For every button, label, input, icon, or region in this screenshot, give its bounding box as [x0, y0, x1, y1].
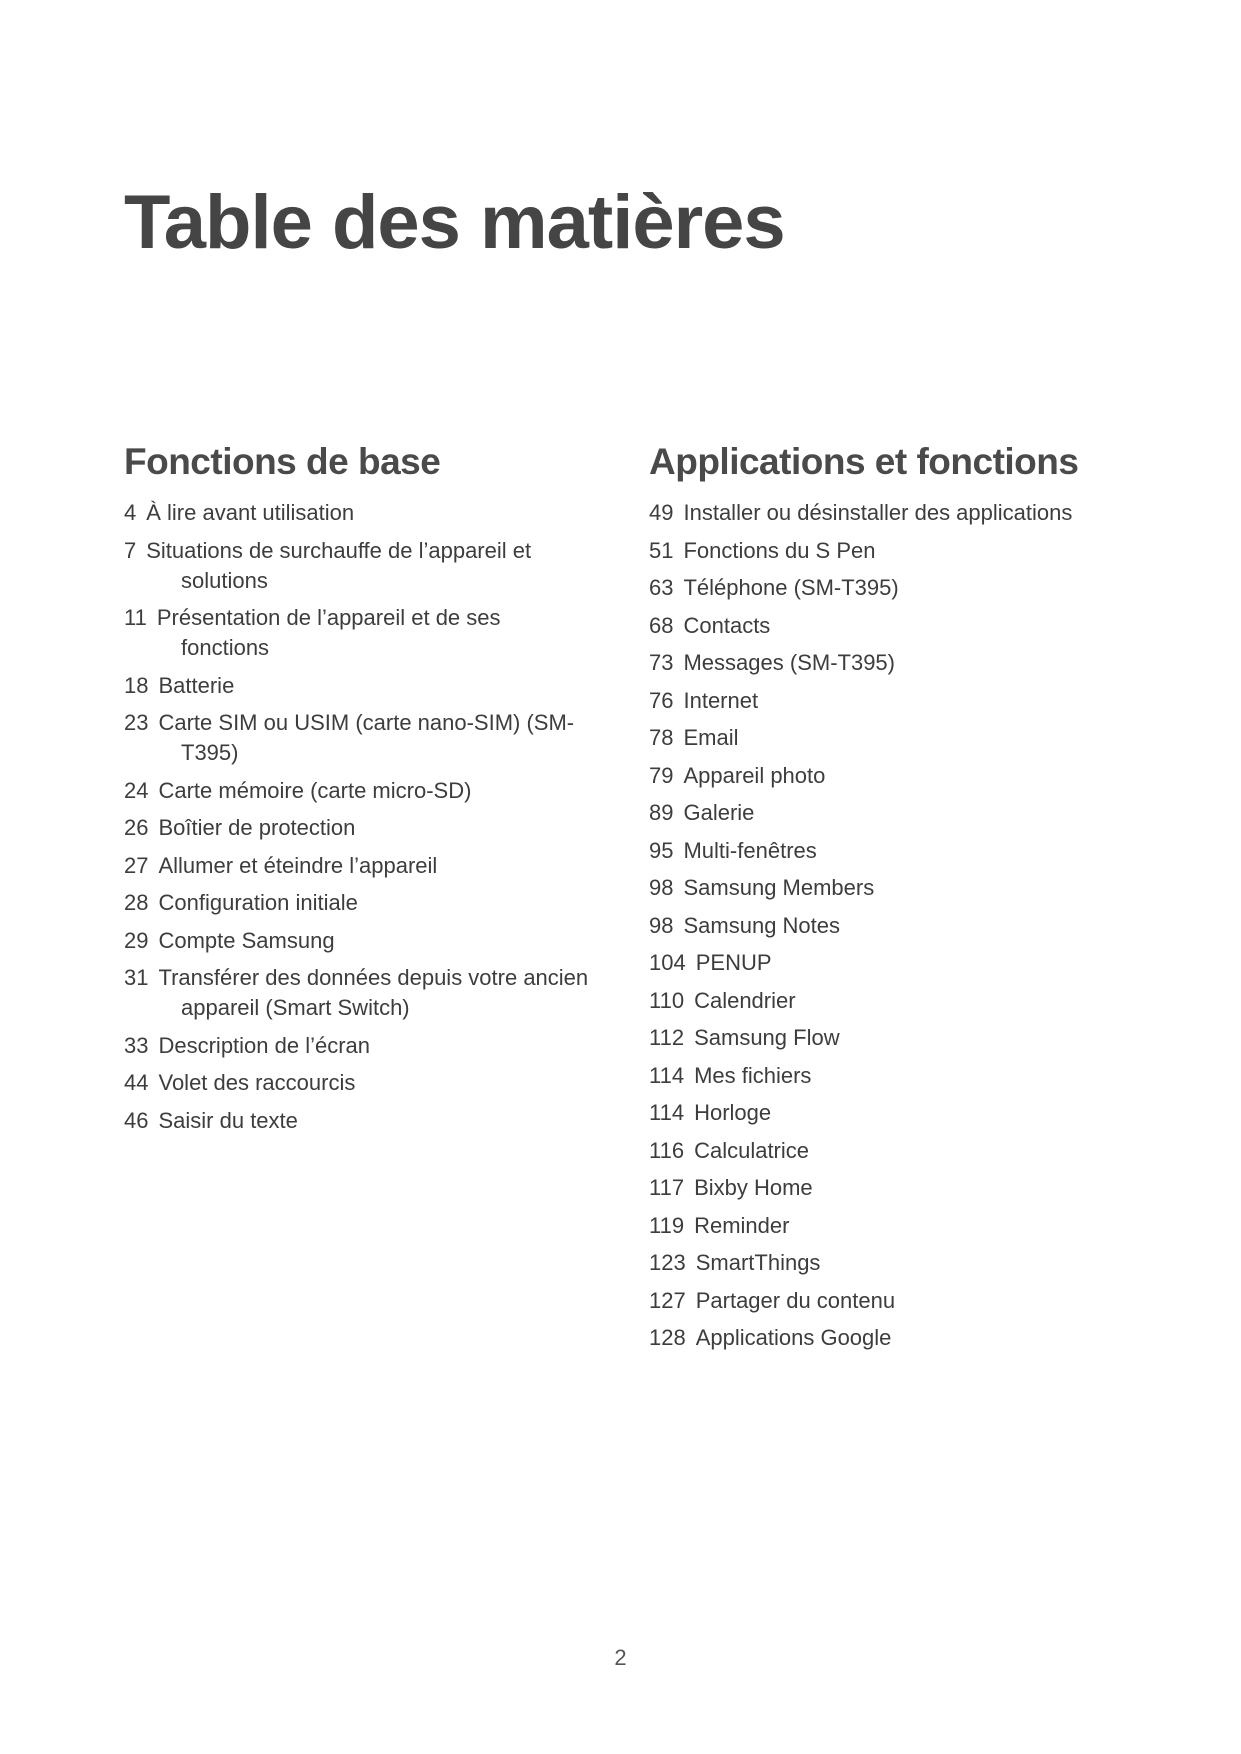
toc-entry-label: Situations de surchauffe de l’appareil et solutions [146, 537, 532, 593]
page-title: Table des matières [124, 180, 785, 265]
page-number: 2 [614, 1645, 627, 1670]
toc-entry-label: Description de l’écran [158, 1032, 371, 1058]
toc-entry-label: Reminder [694, 1212, 790, 1238]
toc-entry[interactable] [649, 536, 1169, 566]
toc-entry-page: 28 [124, 890, 149, 915]
toc-entry-label: Carte mémoire (carte micro-SD) [158, 777, 472, 803]
toc-entry[interactable] [649, 1286, 1169, 1316]
toc-entry[interactable] [649, 1136, 1169, 1166]
toc-entry-label: SmartThings [695, 1250, 821, 1275]
toc-entry-page: 114 [649, 1062, 685, 1088]
toc-entry[interactable] [124, 603, 594, 663]
toc-entry-page: 104 [649, 950, 686, 975]
toc-entry-page: 24 [124, 777, 149, 803]
toc-entry-page: 119 [649, 1212, 685, 1238]
toc-entry[interactable] [124, 851, 594, 881]
toc-column-applications [649, 440, 1169, 1361]
toc-entry-page: 18 [124, 672, 149, 698]
toc-entry-page: 117 [649, 1175, 685, 1200]
toc-entry-label: Applications Google [695, 1325, 892, 1350]
toc-entry-page: 128 [649, 1325, 686, 1350]
toc-entry-page: 127 [649, 1287, 686, 1313]
toc-entry[interactable] [649, 611, 1169, 641]
toc-entry-label: Installer ou désinstaller des applications [683, 500, 1073, 525]
toc-entry-page: 79 [649, 762, 674, 788]
toc-entry-page: 116 [649, 1137, 685, 1163]
toc-entry[interactable] [124, 963, 594, 1023]
toc-entry-page: 27 [124, 852, 149, 878]
toc-entry-page: 4 [124, 500, 137, 525]
toc-entry[interactable] [124, 536, 594, 596]
toc-entry-page: 98 [649, 912, 674, 938]
toc-entry-label: Messages (SM-T395) [683, 650, 895, 675]
toc-entry[interactable] [649, 1098, 1169, 1128]
toc-entry[interactable] [649, 1023, 1169, 1053]
toc-entry-label: Internet [683, 687, 759, 713]
toc-entry-page: 89 [649, 800, 674, 825]
toc-entry[interactable] [124, 926, 594, 956]
toc-entry-label: Bixby Home [694, 1175, 813, 1200]
toc-entry[interactable] [649, 761, 1169, 791]
toc-entry[interactable] [649, 836, 1169, 866]
toc-entry-label: Email [683, 725, 739, 750]
toc-entry[interactable] [649, 1323, 1169, 1353]
toc-entry[interactable] [124, 1068, 594, 1098]
toc-entry[interactable] [124, 888, 594, 918]
toc-entry-page: 29 [124, 927, 149, 953]
toc-column-basic-functions [124, 440, 594, 1143]
toc-entry[interactable] [649, 911, 1169, 941]
toc-entry[interactable] [124, 776, 594, 806]
toc-entry-page: 26 [124, 815, 149, 840]
toc-entry-label: Samsung Flow [694, 1025, 840, 1050]
toc-entry[interactable] [649, 986, 1169, 1016]
toc-entry-label: Saisir du texte [158, 1107, 298, 1133]
toc-entry-page: 112 [649, 1025, 685, 1050]
toc-entry[interactable] [649, 648, 1169, 678]
toc-entry-page: 49 [649, 500, 674, 525]
toc-entry[interactable] [649, 1061, 1169, 1091]
toc-entry-page: 7 [124, 537, 137, 563]
toc-entry[interactable] [124, 1106, 594, 1136]
toc-list-applications [649, 498, 1169, 1353]
toc-entry[interactable] [649, 798, 1169, 828]
toc-entry-page: 98 [649, 875, 674, 900]
toc-entry[interactable] [124, 708, 594, 768]
toc-entry-label: Calculatrice [694, 1137, 810, 1163]
toc-entry-label: Configuration initiale [158, 890, 358, 915]
toc-entry-label: Multi-fenêtres [683, 837, 817, 863]
toc-entry-label: Contacts [683, 612, 771, 638]
toc-entry-label: Allumer et éteindre l’appareil [158, 852, 438, 878]
toc-entry-label: À lire avant utilisation [146, 500, 355, 525]
toc-entry[interactable] [124, 498, 594, 528]
toc-entry-label: Galerie [683, 800, 755, 825]
toc-entry-page: 11 [124, 605, 147, 630]
toc-entry-label: Transférer des données depuis votre ancien appareil (Smart Switch) [158, 965, 589, 1020]
toc-entry-page: 44 [124, 1070, 149, 1095]
toc-entry[interactable] [649, 498, 1169, 528]
toc-entry-label: Samsung Members [683, 875, 875, 900]
toc-entry-page: 51 [649, 537, 674, 563]
toc-entry-page: 73 [649, 650, 674, 675]
toc-entry-page: 63 [649, 575, 674, 600]
toc-entry-page: 68 [649, 612, 674, 638]
toc-entry-label: Boîtier de protection [158, 815, 356, 840]
toc-entry[interactable] [649, 948, 1169, 978]
toc-entry[interactable] [649, 1248, 1169, 1278]
toc-entry-label: Mes fichiers [694, 1062, 812, 1088]
toc-entry-label: Batterie [158, 672, 235, 698]
toc-entry[interactable] [649, 686, 1169, 716]
toc-entry-label: Calendrier [694, 987, 796, 1013]
toc-entry-page: 31 [124, 965, 149, 990]
toc-entry-label: Carte SIM ou USIM (carte nano-SIM) (SM-T395) [158, 710, 575, 765]
toc-entry-page: 114 [649, 1100, 685, 1125]
toc-entry[interactable] [649, 1173, 1169, 1203]
toc-entry[interactable] [649, 1211, 1169, 1241]
toc-list-basic-functions [124, 498, 594, 1136]
toc-entry[interactable] [649, 873, 1169, 903]
toc-entry-label: Volet des raccourcis [158, 1070, 356, 1095]
toc-entry-page: 123 [649, 1250, 686, 1275]
toc-entry-page: 46 [124, 1107, 149, 1133]
toc-entry-label: Fonctions du S Pen [683, 537, 876, 563]
toc-entry-page: 76 [649, 687, 674, 713]
toc-entry-page: 23 [124, 710, 149, 735]
section-heading-basic-functions: Fonctions de base [124, 441, 441, 482]
toc-entry-label: Compte Samsung [158, 927, 335, 953]
toc-entry-label: Horloge [694, 1100, 772, 1125]
toc-entry-page: 110 [649, 987, 685, 1013]
toc-entry-page: 78 [649, 725, 674, 750]
toc-entry[interactable] [649, 723, 1169, 753]
toc-entry-label: Présentation de l’appareil et de ses fonctions [156, 605, 501, 660]
toc-entry-page: 95 [649, 837, 674, 863]
toc-entry-label: Téléphone (SM-T395) [683, 575, 899, 600]
toc-entry[interactable] [649, 573, 1169, 603]
toc-entry[interactable] [124, 813, 594, 843]
toc-entry[interactable] [124, 671, 594, 701]
toc-entry-label: Partager du contenu [695, 1287, 896, 1313]
toc-entry-label: Appareil photo [683, 762, 826, 788]
toc-entry[interactable] [124, 1031, 594, 1061]
toc-entry-page: 33 [124, 1032, 149, 1058]
section-heading-applications: Applications et fonctions [649, 441, 1079, 482]
toc-entry-label: Samsung Notes [683, 912, 841, 938]
toc-entry-label: PENUP [695, 950, 772, 975]
